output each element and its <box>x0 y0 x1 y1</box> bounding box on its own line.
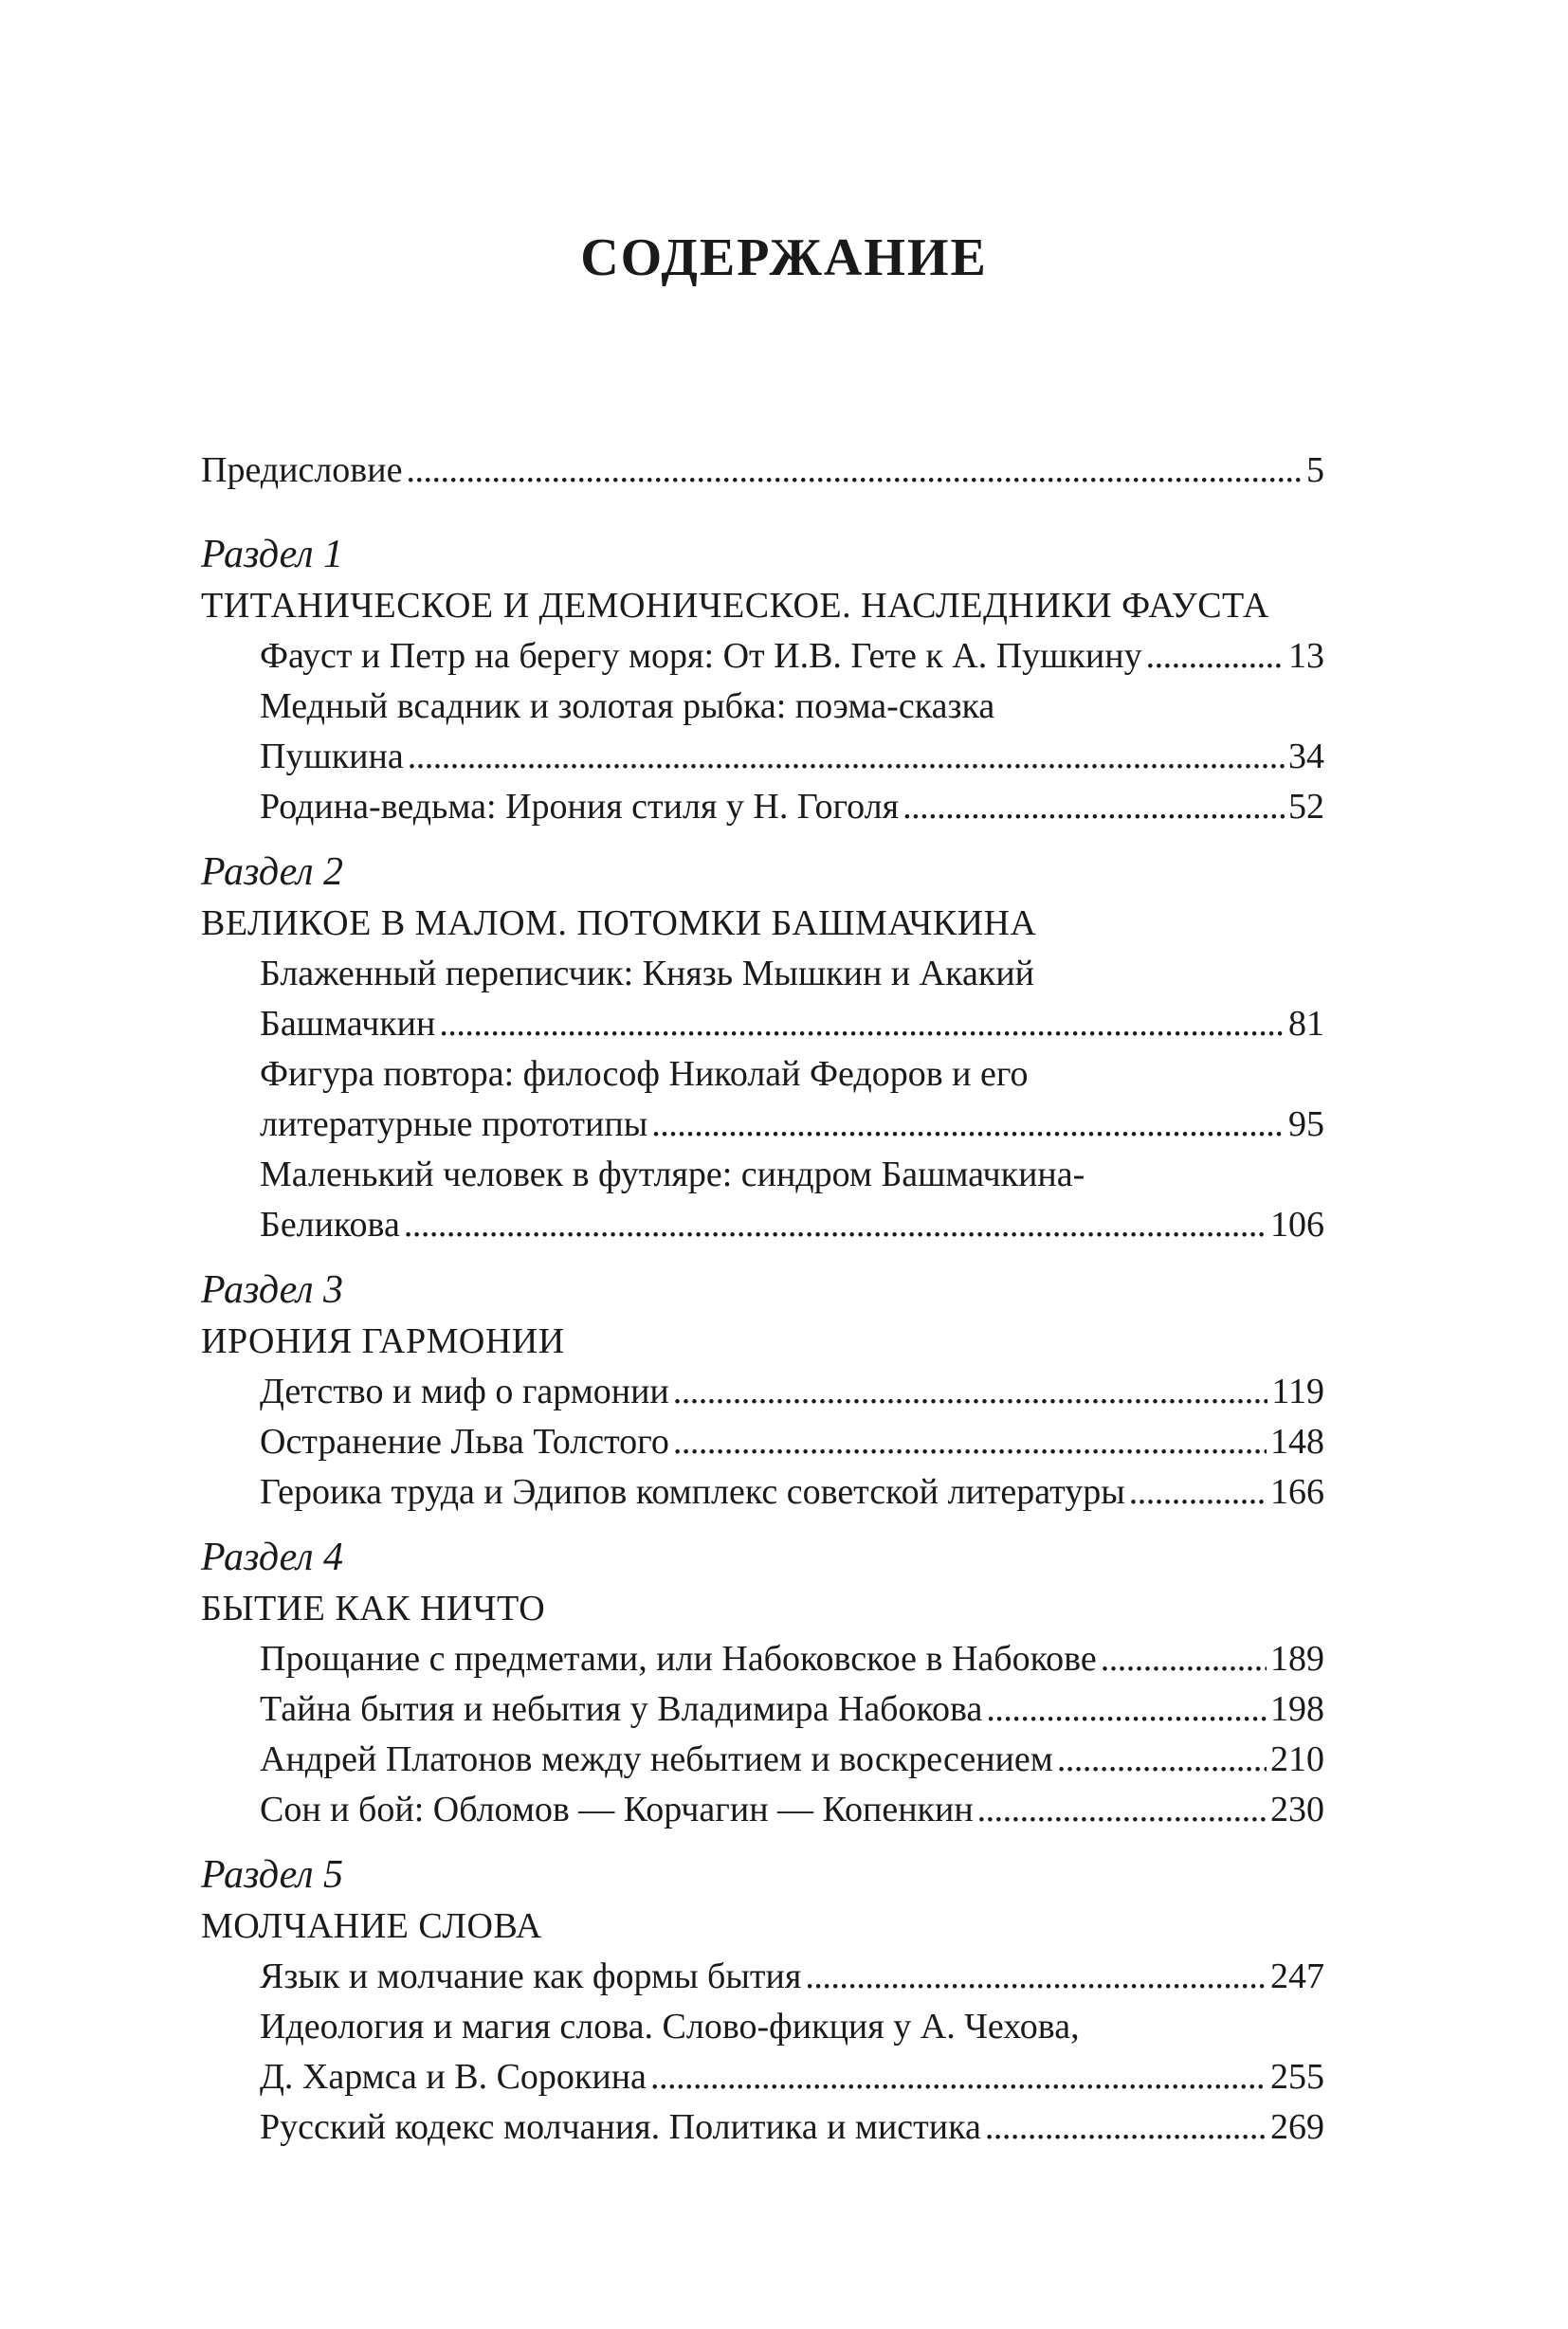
toc-entry-title: Тайна бытия и небытия у Владимира Набокова <box>260 1689 983 1729</box>
toc-entry-page: 52 <box>1288 787 1324 827</box>
toc-entry-page: 106 <box>1270 1205 1324 1245</box>
toc-entry-title: Фауст и Петр на берегу моря: От И.В. Гете к А. Пушкину <box>260 636 1142 676</box>
section-label: Раздел 5 <box>201 1853 344 1897</box>
toc-entry-title-first-line: Блаженный переписчик: Князь Мышкин и Акакий <box>260 954 1034 993</box>
dot-leader <box>439 999 1285 1049</box>
toc-entry-line <box>201 446 1324 496</box>
toc-section <box>201 1264 1324 1518</box>
toc-entry-page: 81 <box>1288 1004 1324 1044</box>
toc-entry-title: Героика труда и Эдипов комплекс советской литературы <box>260 1472 1125 1512</box>
toc-entry-title: Сон и бой: Обломов — Корчагин — Копенкин <box>260 1790 974 1829</box>
dot-leader <box>986 1684 1267 1735</box>
toc-entry-page: 210 <box>1270 1739 1324 1779</box>
toc-entry-title: литературные прототипы <box>260 1104 648 1144</box>
section-heading[interactable]: МОЛЧАНИЕ СЛОВА <box>201 1906 542 1946</box>
toc-entry-line <box>260 2052 1324 2102</box>
toc-entry-title: Андрей Платонов между небытием и воскресением <box>260 1739 1053 1779</box>
toc-entry-line <box>260 631 1324 682</box>
dot-leader <box>1101 1634 1267 1684</box>
toc-entry-page: 95 <box>1288 1104 1324 1144</box>
toc-entry-page: 5 <box>1306 450 1324 490</box>
toc-entry-line <box>260 782 1324 832</box>
dot-leader <box>1146 631 1285 682</box>
toc-entry-title-first-line: Фигура повтора: философ Николай Федоров и его <box>260 1054 1029 1094</box>
toc-section <box>201 528 1324 832</box>
toc-entry[interactable] <box>201 1467 1324 1518</box>
dot-leader <box>404 1200 1267 1250</box>
toc-entry[interactable] <box>201 782 1324 832</box>
section-label: Раздел 4 <box>201 1536 344 1579</box>
toc-entry-title: Пушкина <box>260 737 404 776</box>
dot-leader <box>650 2052 1267 2102</box>
toc-entry[interactable] <box>201 949 1324 1049</box>
toc-entry-line <box>260 1735 1324 1785</box>
dot-leader <box>1057 1735 1267 1785</box>
dot-leader <box>903 782 1285 832</box>
toc-entry-title-first-line: Маленький человек в футляре: синдром Башмачкина- <box>260 1155 1085 1194</box>
toc-entry-page: 13 <box>1288 636 1324 676</box>
dot-leader <box>805 1952 1267 2002</box>
toc-sections <box>201 528 1324 2153</box>
toc-entry-line <box>260 1467 1324 1518</box>
toc-entry-title: Детство и миф о гармонии <box>260 1372 669 1411</box>
dot-leader <box>408 732 1285 782</box>
dot-leader <box>1129 1467 1267 1518</box>
toc-entry[interactable] <box>201 1952 1324 2002</box>
toc-entry[interactable] <box>201 1367 1324 1417</box>
toc-entry[interactable] <box>201 1634 1324 1684</box>
section-heading[interactable]: ТИТАНИЧЕСКОЕ И ДЕМОНИЧЕСКОЕ. НАСЛЕДНИКИ ФАУСТА <box>201 586 1269 626</box>
toc-entry[interactable] <box>201 1150 1324 1250</box>
toc-entry-line <box>260 1634 1324 1684</box>
toc-entry-line <box>260 1100 1324 1150</box>
section-label: Раздел 2 <box>201 850 344 894</box>
toc-entry-line <box>260 999 1324 1049</box>
toc-entry-page: 119 <box>1271 1372 1324 1411</box>
dot-leader <box>673 1367 1268 1417</box>
section-label: Раздел 1 <box>201 533 344 576</box>
toc-entry-title: Башмачкин <box>260 1004 436 1044</box>
section-label: Раздел 3 <box>201 1268 344 1312</box>
toc-entry-title-first-line: Медный всадник и золотая рыбка: поэма-сказка <box>260 686 995 726</box>
toc-entry[interactable] <box>201 631 1324 682</box>
toc-entry-page: 198 <box>1270 1689 1324 1729</box>
dot-leader <box>651 1100 1285 1150</box>
toc-entry-page: 148 <box>1270 1422 1324 1462</box>
toc-entry-title: Русский кодекс молчания. Политика и мистика <box>260 2107 981 2147</box>
toc-entry-title: Д. Хармса и В. Сорокина <box>260 2057 647 2097</box>
toc-entry-line <box>260 732 1324 782</box>
toc-entry-line <box>260 1952 1324 2002</box>
toc-entry-title-first-line: Идеология и магия слова. Слово-фикция у А. Чехова, <box>260 2007 1080 2047</box>
toc-entry[interactable] <box>201 682 1324 782</box>
dot-leader <box>406 446 1303 496</box>
toc-entry[interactable] <box>201 2102 1324 2153</box>
toc-entry-line <box>260 1200 1324 1250</box>
dot-leader <box>985 2102 1267 2153</box>
toc-entry-title: Остранение Льва Толстого <box>260 1422 669 1462</box>
toc-entry[interactable] <box>201 2002 1324 2102</box>
toc-entry-page: 230 <box>1270 1790 1324 1829</box>
toc-entry-line <box>260 1367 1324 1417</box>
toc-entry-line <box>260 1417 1324 1467</box>
toc-entry[interactable] <box>201 1735 1324 1785</box>
toc-entry-title: Беликова <box>260 1205 400 1245</box>
dot-leader <box>673 1417 1267 1467</box>
toc-entry[interactable] <box>201 1049 1324 1150</box>
toc-entry-title: Предисловие <box>201 450 403 490</box>
toc-section <box>201 1531 1324 1835</box>
toc-entry-page: 34 <box>1288 737 1324 776</box>
toc-entry-page: 247 <box>1270 1956 1324 1996</box>
toc-entry-title: Прощание с предметами, или Набоковское в Набокове <box>260 1639 1097 1679</box>
toc-entry-line <box>260 2102 1324 2153</box>
toc-entry[interactable] <box>201 1417 1324 1467</box>
toc-entry-line <box>260 1684 1324 1735</box>
toc-section <box>201 1848 1324 2153</box>
section-heading[interactable]: БЫТИЕ КАК НИЧТО <box>201 1589 546 1628</box>
toc-entry-page: 269 <box>1270 2107 1324 2147</box>
toc-entry-preface[interactable] <box>201 446 1324 496</box>
section-heading[interactable]: ИРОНИЯ ГАРМОНИИ <box>201 1321 565 1361</box>
toc-entry-page: 166 <box>1270 1472 1324 1512</box>
toc-section <box>201 846 1324 1250</box>
toc-entry[interactable] <box>201 1684 1324 1735</box>
toc-entry-title: Родина-ведьма: Ирония стиля у Н. Гоголя <box>260 787 900 827</box>
toc-entry-page: 189 <box>1270 1639 1324 1679</box>
toc-entry[interactable] <box>201 1785 1324 1835</box>
dot-leader <box>977 1785 1267 1835</box>
toc-entry-title: Язык и молчание как формы бытия <box>260 1956 802 1996</box>
toc-entry-page: 255 <box>1270 2057 1324 2097</box>
table-of-contents <box>201 446 1324 2153</box>
page-title: СОДЕРЖАНИЕ <box>580 228 988 287</box>
section-heading[interactable]: ВЕЛИКОЕ В МАЛОМ. ПОТОМКИ БАШМАЧКИНА <box>201 903 1037 943</box>
toc-entry-line <box>260 1785 1324 1835</box>
